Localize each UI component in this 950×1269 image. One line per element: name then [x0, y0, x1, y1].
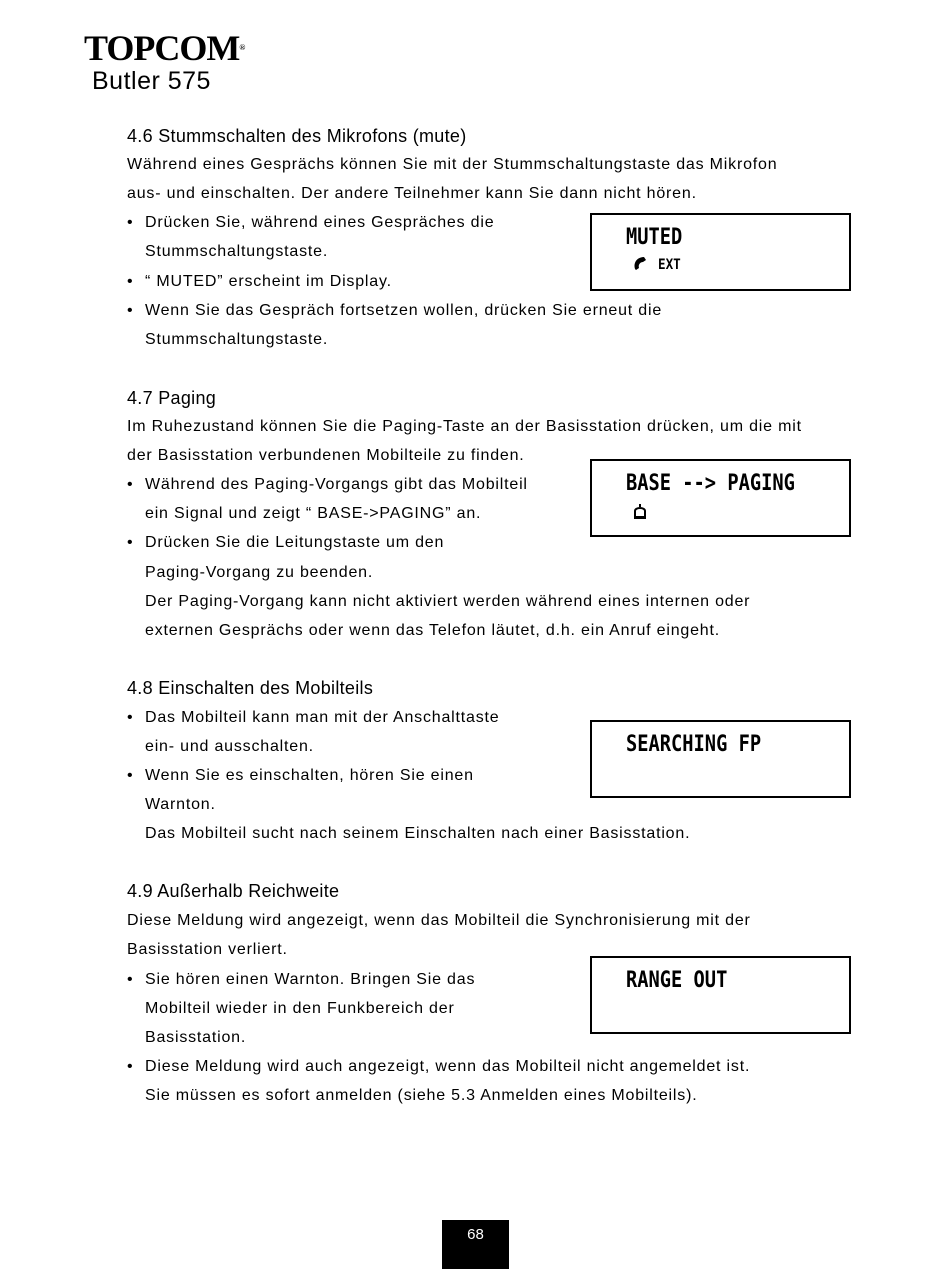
paragraph: aus- und einschalten. Der andere Teilnehmer kann Sie dann nicht hören.: [127, 185, 697, 202]
paragraph: Während eines Gesprächs können Sie mit der Stummschaltungstaste das Mikrofon: [127, 156, 778, 173]
brand-logo: TOPCOM®: [84, 28, 245, 68]
section-title-4-9: 4.9 Außerhalb Reichweite: [127, 881, 340, 901]
lcd-display-muted: [590, 213, 851, 291]
paragraph: Das Mobilteil sucht nach seinem Einschalten nach einer Basisstation.: [145, 825, 691, 842]
paragraph: der Basisstation verbundenen Mobilteile zu finden.: [127, 447, 525, 464]
bullet-continuation: Sie müssen es sofort anmelden (siehe 5.3 Anmelden eines Mobilteils).: [145, 1087, 698, 1104]
lcd-text: MUTED: [626, 225, 683, 250]
paragraph: Im Ruhezustand können Sie die Paging-Taste an der Basisstation drücken, um die mit: [127, 418, 802, 435]
bullet-icon: •: [127, 971, 134, 988]
phone-handset-icon: [632, 255, 654, 276]
lcd-text: SEARCHING FP: [626, 732, 762, 757]
bullet-continuation: ein- und ausschalten.: [145, 738, 314, 755]
bullet-continuation: Mobilteil wieder in den Funkbereich der: [145, 1000, 455, 1017]
bullet-icon: •: [127, 709, 134, 726]
lcd-display-paging: [590, 459, 851, 537]
lcd-text: BASE --> PAGING: [626, 471, 795, 496]
bullet-icon: •: [127, 534, 134, 551]
bullet-item: • Das Mobilteil kann man mit der Anschalttaste: [127, 703, 499, 732]
bullet-continuation: Basisstation.: [145, 1029, 247, 1046]
bullet-icon: •: [127, 273, 134, 290]
lcd-ext-label: EXT: [658, 257, 681, 273]
bullet-continuation: Paging-Vorgang zu beenden.: [145, 564, 374, 581]
bullet-icon: •: [127, 767, 134, 784]
paragraph: Basisstation verliert.: [127, 941, 288, 958]
bullet-continuation: ein Signal und zeigt “ BASE->PAGING” an.: [145, 505, 482, 522]
model-name: Butler 575: [92, 67, 211, 95]
page-number: 68: [442, 1220, 509, 1269]
bullet-continuation: Stummschaltungstaste.: [145, 243, 329, 260]
lcd-display-range-out: [590, 956, 851, 1034]
bullet-item: • Diese Meldung wird auch angezeigt, wenn das Mobilteil nicht angemeldet ist.: [127, 1052, 750, 1081]
bullet-item: • Sie hören einen Warnton. Bringen Sie das: [127, 965, 475, 994]
section-title-4-7: 4.7 Paging: [127, 388, 217, 408]
bullet-item: • “ MUTED” erscheint im Display.: [127, 267, 392, 296]
lcd-text: RANGE OUT: [626, 968, 728, 993]
bullet-item: • Drücken Sie die Leitungstaste um den: [127, 528, 444, 557]
bullet-item: • Während des Paging-Vorgangs gibt das Mobilteil: [127, 470, 528, 499]
section-title-4-6: 4.6 Stummschalten des Mikrofons (mute): [127, 126, 467, 146]
paging-bell-icon: [632, 503, 648, 526]
bullet-icon: •: [127, 214, 134, 231]
bullet-continuation: Warnton.: [145, 796, 216, 813]
bullet-icon: •: [127, 302, 134, 319]
bullet-icon: •: [127, 1058, 134, 1075]
bullet-item: • Wenn Sie das Gespräch fortsetzen wollen, drücken Sie erneut die: [127, 296, 662, 325]
paragraph: Der Paging-Vorgang kann nicht aktiviert werden während eines internen oder: [145, 593, 751, 610]
bullet-item: • Drücken Sie, während eines Gespräches die: [127, 208, 494, 237]
bullet-continuation: Stummschaltungstaste.: [145, 331, 329, 348]
bullet-item: • Wenn Sie es einschalten, hören Sie einen: [127, 761, 474, 790]
bullet-icon: •: [127, 476, 134, 493]
paragraph: Diese Meldung wird angezeigt, wenn das Mobilteil die Synchronisierung mit der: [127, 912, 751, 929]
lcd-display-searching: [590, 720, 851, 798]
section-title-4-8: 4.8 Einschalten des Mobilteils: [127, 678, 374, 698]
paragraph: externen Gesprächs oder wenn das Telefon läutet, d.h. ein Anruf eingeht.: [145, 622, 720, 639]
